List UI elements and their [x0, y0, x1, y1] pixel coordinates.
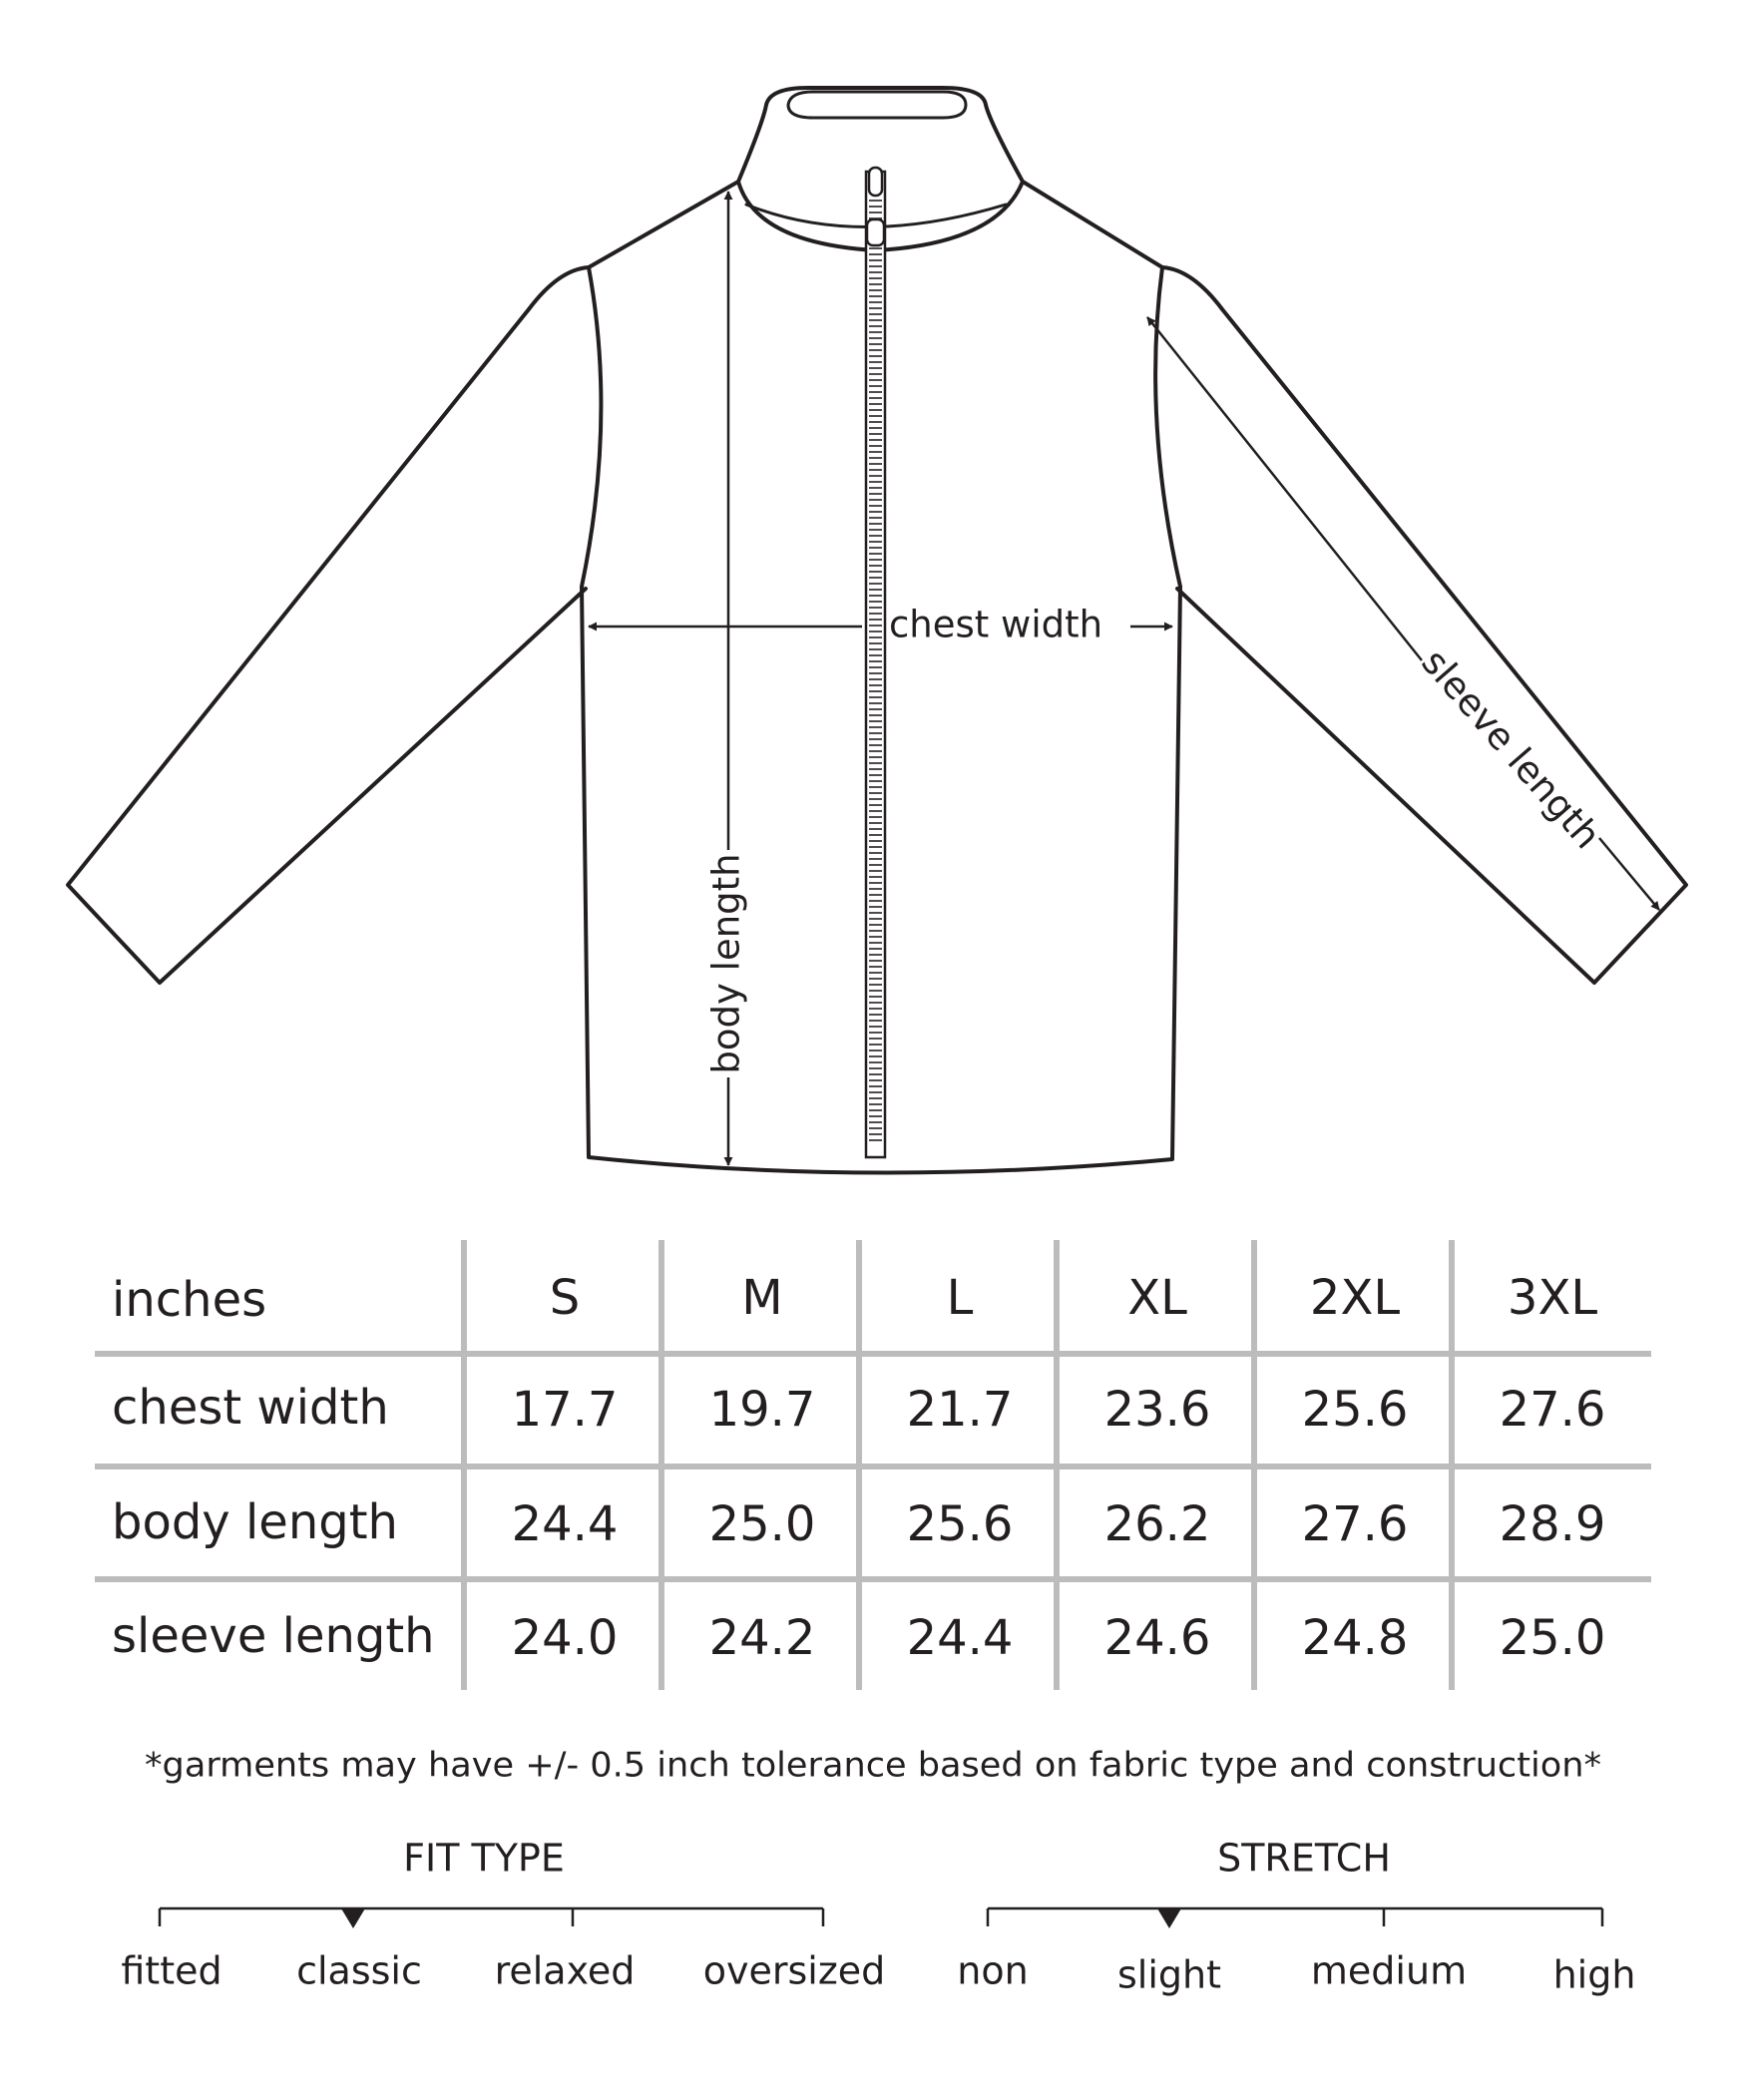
table-cell: 21.7	[906, 1382, 1014, 1438]
stretch-option: slight	[1116, 1952, 1222, 1997]
table-cell: 19.7	[708, 1382, 816, 1438]
table-cell: 25.0	[708, 1496, 816, 1552]
stretch-option: medium	[1310, 1948, 1468, 1993]
table-cell: 24.0	[511, 1610, 619, 1666]
zipper-teeth	[869, 200, 882, 1142]
tolerance-note: *garments may have +/- 0.5 inch tolerance based on fabric type and construction*	[145, 1745, 1601, 1786]
fit-type-axis	[160, 1908, 823, 1926]
zipper-pull-icon	[869, 168, 882, 196]
sleeve-length-arrow-top	[1147, 317, 1422, 660]
fit-type-option: classic	[296, 1948, 422, 1993]
size-header: 3XL	[1507, 1270, 1598, 1326]
fit-type-selected-marker-icon	[341, 1908, 365, 1928]
sleeve-length-arrow-bottom	[1599, 838, 1659, 910]
fit-type-option: oversized	[702, 1948, 886, 1993]
fit-type-option: fitted	[121, 1948, 222, 1993]
left-sleeve-outline	[68, 267, 589, 983]
size-header: L	[946, 1270, 974, 1326]
stretch-option: high	[1552, 1952, 1636, 1997]
table-cell: 24.4	[511, 1496, 619, 1552]
stretch-scale	[957, 1837, 1635, 1997]
table-cell: 25.6	[906, 1496, 1014, 1552]
size-header: S	[549, 1270, 581, 1326]
stretch-option: non	[957, 1948, 1029, 1993]
table-cell: 26.2	[1103, 1496, 1211, 1552]
body-length-label: body length	[704, 853, 748, 1074]
size-header: M	[741, 1270, 783, 1326]
row-label: sleeve length	[112, 1608, 435, 1664]
table-cell: 28.9	[1499, 1496, 1606, 1552]
row-label: body length	[112, 1494, 398, 1550]
table-cell: 23.6	[1103, 1382, 1211, 1438]
table-cell: 17.7	[511, 1382, 619, 1438]
table-cell: 27.6	[1499, 1382, 1606, 1438]
stretch-selected-marker-icon	[1157, 1908, 1181, 1928]
stretch-axis	[988, 1908, 1602, 1926]
table-cell: 27.6	[1301, 1496, 1409, 1552]
chest-width-label: chest width	[888, 603, 1103, 646]
table-cell: 24.8	[1301, 1610, 1409, 1666]
size-header: 2XL	[1309, 1270, 1401, 1326]
fit-type-option: relaxed	[494, 1948, 636, 1993]
zipper	[866, 168, 885, 1157]
table-cell: 25.0	[1499, 1610, 1606, 1666]
measurement-lines	[589, 192, 1659, 1165]
unit-label: inches	[112, 1272, 267, 1328]
size-header: XL	[1127, 1270, 1187, 1326]
table-cell: 24.4	[906, 1610, 1014, 1666]
fit-type-title: FIT TYPE	[403, 1836, 565, 1881]
table-cell: 25.6	[1301, 1382, 1409, 1438]
table-cell: 24.2	[708, 1610, 816, 1666]
row-label: chest width	[112, 1380, 389, 1436]
fit-type-scale	[121, 1837, 885, 1993]
right-sleeve-outline	[1162, 267, 1686, 983]
stretch-title: STRETCH	[1217, 1836, 1391, 1881]
size-table	[95, 1240, 1651, 1690]
sleeve-length-label: sleeve length	[1413, 640, 1609, 857]
zipper-slider	[867, 219, 884, 245]
collar-inner-fold	[788, 92, 966, 118]
table-cell: 24.6	[1103, 1610, 1211, 1666]
